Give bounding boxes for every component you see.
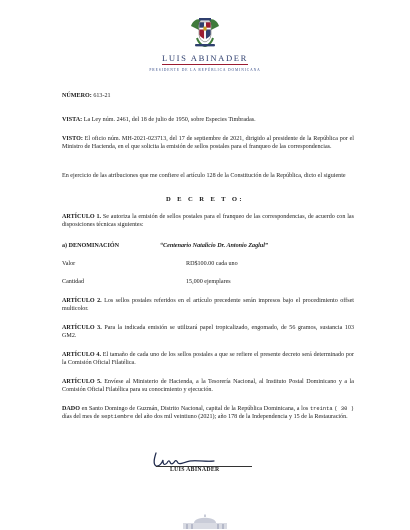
president-title: PRESIDENTE DE LA REPÚBLICA DOMINICANA [149,67,261,72]
vista-clause: VISTA: La Ley núm. 2461, del 18 de julio de 1950, sobre Especies Timbradas. [62,117,256,123]
header-divider [162,64,248,65]
article-3: ARTÍCULO 3. Para la indicada emisión se utilizará papel tropicalizado, engomado, de 56 gramos, sustancia 103 GM2. [62,325,354,340]
president-name: LUIS ABINADER [162,53,248,63]
signatory-name: LUIS ABINADER [170,467,220,473]
letterhead [0,14,410,72]
article-5: ARTÍCULO 5. Envíese al Ministerio de Hacienda, a la Tesorería Nacional, al Instituto Postal Dominicano y a la Comisión Oficial Filatélica para su conocimiento y ejecución. [62,379,354,394]
preamble: En ejercicio de las atribuciones que me confiere el artículo 128 de la Constitución de la República, dicto el siguiente [62,173,346,179]
dado-clause: DADO en Santo Domingo de Guzmán, Distrito Nacional, capital de la República Dominicana, a los treinta ( 30 ) días del mes de septiembre del año dos mil veintiuno (2021); año 178 de la Independencia y 15 de la Restauración. [62,406,354,421]
month-fill: septiembre [100,414,134,421]
day-words: treinta [309,406,333,412]
decree-page: LUIS ABINADER PRESIDENTE DE LA REPÚBLICA DOMINICANA NÚMERO: 613-21 VISTA: La Ley núm. 2461, del 18 de julio de 1950, sobre Especies Timbradas. VISTO: El oficio núm. MH-2021-023713, del 17 de septiembre de 2021, dirigido al presidente de la República por el Ministro de Hacienda, en el que solicita la emisión de sellos postales para el franqueo de las correspondencias. En ejercicio de las atribuciones que me confiere el artículo 128 de la Constitución de la República, dicto el siguiente D E C R E T O: ARTÍCULO 1. Se autoriza la emisión de sellos postales para el franqueo de las correspondencias, de acuerdo con las disposiciones técnicas siguientes: a) DENOMINACIÓN “Centenario Natalicio Dr. Antonio Zaglul” Valor RD$100.00 cada uno Cantidad 15,000 ejemplares ARTÍCULO 2. Los sellos postales referidos en el artículo precedente serán impresos bajo el procedimiento offset multicolor. ARTÍCULO 3. Para la indicada emisión se utilizará papel tropicalizado, engomado, de 56 gramos, sustancia 103 GM2. ARTÍCULO 4. El tamaño de cada uno de los sellos postales a que se refiere el presente decreto será determinado por la Comisión Oficial Filatélica. ARTÍCULO 5. Envíese al Ministerio de Hacienda, a la Tesorería Nacional, al Instituto Postal Dominicano y a la Comisión Oficial Filatélica para su conocimiento y ejecución. DADO en Santo Domingo de Guzmán, Distrito Nacional, capital de la República Dominicana, a los treinta ( 30 ) días del mes de septiembre del año dos mil veintiuno (2021); año 178 de la Independencia y 15 de la Restauración. LUIS ABINADER [0,0,410,530]
decreto-heading: D E C R E T O: [165,196,245,203]
decree-number: NÚMERO: 613-21 [62,93,111,99]
visto-clause: VISTO: El oficio núm. MH-2021-023713, del 17 de septiembre de 2021, dirigido al presidente de la República por el Ministro de Hacienda, en el que solicita la emisión de sellos postales para el franqueo de las correspondencias. [62,136,354,151]
palace-footer-icon [0,514,410,530]
article-2: ARTÍCULO 2. Los sellos postales referidos en el artículo precedente serán impresos bajo el procedimiento offset multicolor. [62,298,354,313]
article-1: ARTÍCULO 1. Se autoriza la emisión de sellos postales para el franqueo de las correspondencias, de acuerdo con las disposiciones técnicas siguientes: [62,214,354,229]
coat-of-arms-icon [187,14,223,50]
article-4: ARTÍCULO 4. El tamaño de cada uno de los sellos postales a que se refiere el presente decreto será determinado por la Comisión Oficial Filatélica. [62,352,354,367]
day-number: ( 30 ) [334,406,354,412]
